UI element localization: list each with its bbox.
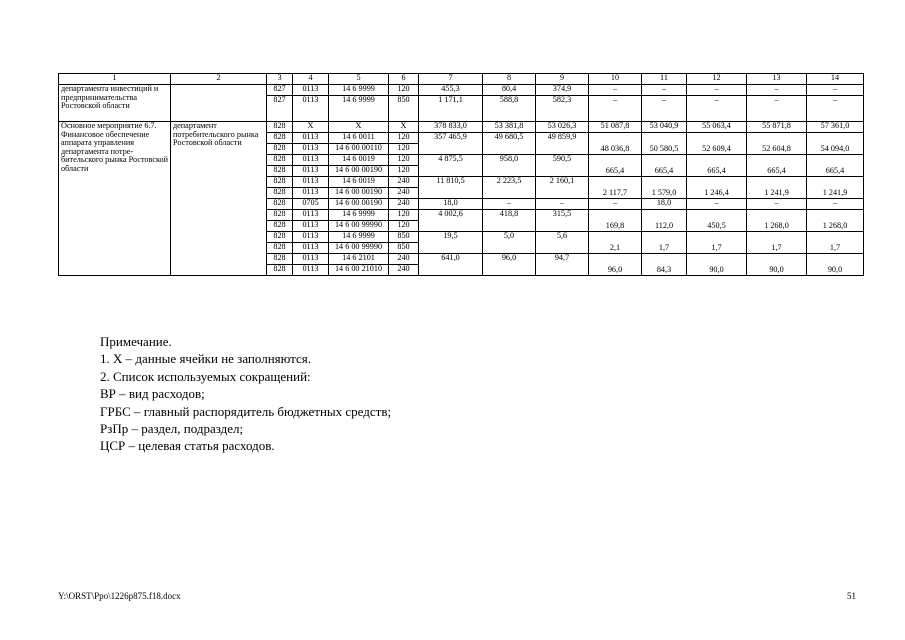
table-cell: 850 [389, 96, 419, 122]
table-cell: – [642, 85, 687, 96]
table-cell: 120 [389, 155, 419, 166]
table-cell: 1 268,0 [807, 210, 864, 232]
table-cell: 112,0 [642, 210, 687, 232]
table-cell: 96,0 [589, 254, 642, 276]
table-cell: 120 [389, 85, 419, 96]
table-cell: Х [329, 122, 389, 133]
table-header-row [59, 74, 864, 85]
table-cell: 0113 [293, 232, 329, 243]
note-line: РзПр – раздел, подраздел; [100, 421, 244, 437]
table-cell: 0113 [293, 210, 329, 221]
table-cell: 8 [483, 74, 536, 85]
table-cell: 120 [389, 210, 419, 221]
table-cell: 7 [419, 74, 483, 85]
table-cell: 582,3 [536, 96, 589, 122]
table-cell: – [807, 96, 864, 122]
note-line: ГРБС – главный распорядитель бюджетных средств; [100, 403, 392, 419]
table-cell: 14 6 00 21010 [329, 265, 389, 276]
table-cell: 315,5 [536, 210, 589, 232]
table-cell: 665,4 [687, 155, 747, 177]
table-cell: 11 810,5 [419, 177, 483, 199]
table-cell: 0113 [293, 254, 329, 265]
table-cell: 240 [389, 188, 419, 199]
table-cell: 90,0 [807, 254, 864, 276]
table-cell: – [589, 85, 642, 96]
table-cell: 14 6 0011 [329, 133, 389, 144]
table-cell: – [642, 96, 687, 122]
table-cell: 80,4 [483, 85, 536, 96]
table-cell: 1 268,0 [747, 210, 807, 232]
budget-table [58, 73, 864, 276]
table-cell: 827 [267, 85, 293, 96]
table-cell: 240 [389, 177, 419, 188]
table-cell: – [807, 85, 864, 96]
table-cell: 1 246,4 [687, 177, 747, 199]
table-row [59, 85, 864, 96]
table-cell: 641,0 [419, 254, 483, 276]
table-cell: 2,1 [589, 232, 642, 254]
table-cell: 52 604,8 [747, 133, 807, 155]
table-cell: 53 026,3 [536, 122, 589, 133]
table-cell: 55 871,8 [747, 122, 807, 133]
table-cell: 1,7 [642, 232, 687, 254]
table-cell: – [483, 199, 536, 210]
table-cell: 4 [293, 74, 329, 85]
table-cell: 828 [267, 188, 293, 199]
table-cell: 240 [389, 199, 419, 210]
table-cell: 828 [267, 133, 293, 144]
table-cell: 14 6 00 00110 [329, 144, 389, 155]
table-cell: 240 [389, 265, 419, 276]
table-cell: 14 6 00 00190 [329, 188, 389, 199]
table-cell: – [589, 199, 642, 210]
table-cell: 828 [267, 122, 293, 133]
table-cell: 0113 [293, 155, 329, 166]
table-cell: 14 6 9999 [329, 232, 389, 243]
table-cell: 828 [267, 155, 293, 166]
table-cell: 19,5 [419, 232, 483, 254]
table-cell: 14 [807, 74, 864, 85]
table-cell: 55 063,4 [687, 122, 747, 133]
table-cell: 120 [389, 133, 419, 144]
table-cell: – [747, 96, 807, 122]
table-cell: 5 [329, 74, 389, 85]
table-cell: 828 [267, 265, 293, 276]
table-cell: 418,8 [483, 210, 536, 232]
table-cell: 828 [267, 254, 293, 265]
table-cell: – [687, 199, 747, 210]
table-cell: 14 6 2101 [329, 254, 389, 265]
table-cell: 828 [267, 144, 293, 155]
table-cell: 0113 [293, 96, 329, 122]
note-block [100, 333, 391, 455]
table-cell: 378 833,0 [419, 122, 483, 133]
table-cell: 0705 [293, 199, 329, 210]
table-cell: 5,6 [536, 232, 589, 254]
table-cell: 827 [267, 96, 293, 122]
table-cell: 665,4 [642, 155, 687, 177]
table-cell: 52 609,4 [687, 133, 747, 155]
table-cell: 665,4 [747, 155, 807, 177]
table-cell: 14 6 0019 [329, 177, 389, 188]
table-cell: 850 [389, 243, 419, 254]
table-cell: 3 [267, 74, 293, 85]
table-cell: 169,8 [589, 210, 642, 232]
table-cell: 0113 [293, 265, 329, 276]
table-cell: Х [293, 122, 329, 133]
table-cell: Х [389, 122, 419, 133]
table-cell: 54 094,0 [807, 133, 864, 155]
table-cell: 50 580,5 [642, 133, 687, 155]
table-cell: 1,7 [807, 232, 864, 254]
table-cell: 1 [59, 74, 171, 85]
table-cell: 455,3 [419, 85, 483, 96]
table-cell: 18,0 [419, 199, 483, 210]
table-cell: 850 [389, 232, 419, 243]
table-cell: 14 6 00 99990 [329, 221, 389, 232]
table-cell: 1 171,1 [419, 96, 483, 122]
table-cell: 665,4 [807, 155, 864, 177]
table-cell: 10 [589, 74, 642, 85]
table-cell: 14 6 00 00190 [329, 199, 389, 210]
table-cell: 2 117,7 [589, 177, 642, 199]
table-cell: 1 579,0 [642, 177, 687, 199]
table-cell: 5,0 [483, 232, 536, 254]
table-cell: 14 6 9999 [329, 85, 389, 96]
table-cell: 84,3 [642, 254, 687, 276]
table-cell: 0113 [293, 188, 329, 199]
table-cell: 1 241,9 [747, 177, 807, 199]
table-cell: 57 361,0 [807, 122, 864, 133]
table-cell: 13 [747, 74, 807, 85]
table-cell: 6 [389, 74, 419, 85]
table-cell: 0113 [293, 166, 329, 177]
table-row [59, 122, 864, 133]
table-cell: 0113 [293, 243, 329, 254]
table-cell: 14 6 9999 [329, 210, 389, 221]
table-cell: 2 [171, 74, 267, 85]
file-path: Y:\ORST\Ppo\1226p875.f18.docx [58, 591, 181, 601]
table-cell: 90,0 [687, 254, 747, 276]
page-number: 51 [847, 591, 856, 601]
table-cell: 1,7 [687, 232, 747, 254]
table-cell: 48 036,8 [589, 133, 642, 155]
note-line: 2. Список используемых сокращений: [100, 368, 311, 384]
table-cell: 828 [267, 166, 293, 177]
table-cell: 14 6 9999 [329, 96, 389, 122]
table-cell: 9 [536, 74, 589, 85]
table-cell: 120 [389, 144, 419, 155]
table-cell: 374,9 [536, 85, 589, 96]
note-title: Примечание. [100, 334, 172, 349]
table-cell: 14 6 00 00190 [329, 166, 389, 177]
note-line: ВР – вид расходов; [100, 386, 205, 402]
table-cell: 828 [267, 232, 293, 243]
table-cell [171, 85, 267, 122]
table-cell: 18,0 [642, 199, 687, 210]
table-cell: 1 241,9 [807, 177, 864, 199]
table-cell: департамент потребительского рынка Ростовской области [171, 122, 267, 276]
table-cell: 14 6 0019 [329, 155, 389, 166]
table-cell: 53 381,8 [483, 122, 536, 133]
table-cell: 12 [687, 74, 747, 85]
table-cell: 51 087,8 [589, 122, 642, 133]
table-cell: 2 223,5 [483, 177, 536, 199]
table-cell: 1,7 [747, 232, 807, 254]
table-cell: – [687, 85, 747, 96]
table-cell: 450,5 [687, 210, 747, 232]
table-cell: 828 [267, 199, 293, 210]
table-cell: 49 859,9 [536, 133, 589, 155]
table-cell: 0113 [293, 133, 329, 144]
table-cell: 828 [267, 243, 293, 254]
table-cell: 2 160,1 [536, 177, 589, 199]
table-cell: 828 [267, 221, 293, 232]
table-cell: 0113 [293, 177, 329, 188]
table-cell: – [589, 96, 642, 122]
table-cell: 240 [389, 254, 419, 265]
table-cell: 120 [389, 166, 419, 177]
table-cell: Основное мероприятие 6.7. Финансовое обеспечение аппарата управления департамента потре-бительского рынка Ростовской области [59, 122, 171, 276]
note-line: 1. Х – данные ячейки не заполняются. [100, 351, 312, 367]
table-cell: – [747, 85, 807, 96]
table-cell: 53 040,9 [642, 122, 687, 133]
table-cell: 120 [389, 221, 419, 232]
table-cell: 0113 [293, 221, 329, 232]
table-cell: 588,8 [483, 96, 536, 122]
table-cell: 94,7 [536, 254, 589, 276]
table-cell: 0113 [293, 85, 329, 96]
table-cell: 4 002,6 [419, 210, 483, 232]
table-cell: 0113 [293, 144, 329, 155]
table-cell: 665,4 [589, 155, 642, 177]
table-cell: 828 [267, 210, 293, 221]
table-cell: 958,0 [483, 155, 536, 177]
table-cell: 828 [267, 177, 293, 188]
table-cell: 357 465,9 [419, 133, 483, 155]
table-cell: 11 [642, 74, 687, 85]
note-line: ЦСР – целевая статья расходов. [100, 438, 275, 454]
table-cell: 590,5 [536, 155, 589, 177]
table-cell: – [807, 199, 864, 210]
table-cell: – [536, 199, 589, 210]
table-cell: – [687, 96, 747, 122]
table-cell: 49 680,5 [483, 133, 536, 155]
table-cell: 14 6 00 99990 [329, 243, 389, 254]
table-cell: 4 875,5 [419, 155, 483, 177]
table-cell: 96,0 [483, 254, 536, 276]
table-cell: департамента инвестиций и предпринимательства Ростовской области [59, 85, 171, 122]
table-cell: – [747, 199, 807, 210]
table-cell: 90,0 [747, 254, 807, 276]
